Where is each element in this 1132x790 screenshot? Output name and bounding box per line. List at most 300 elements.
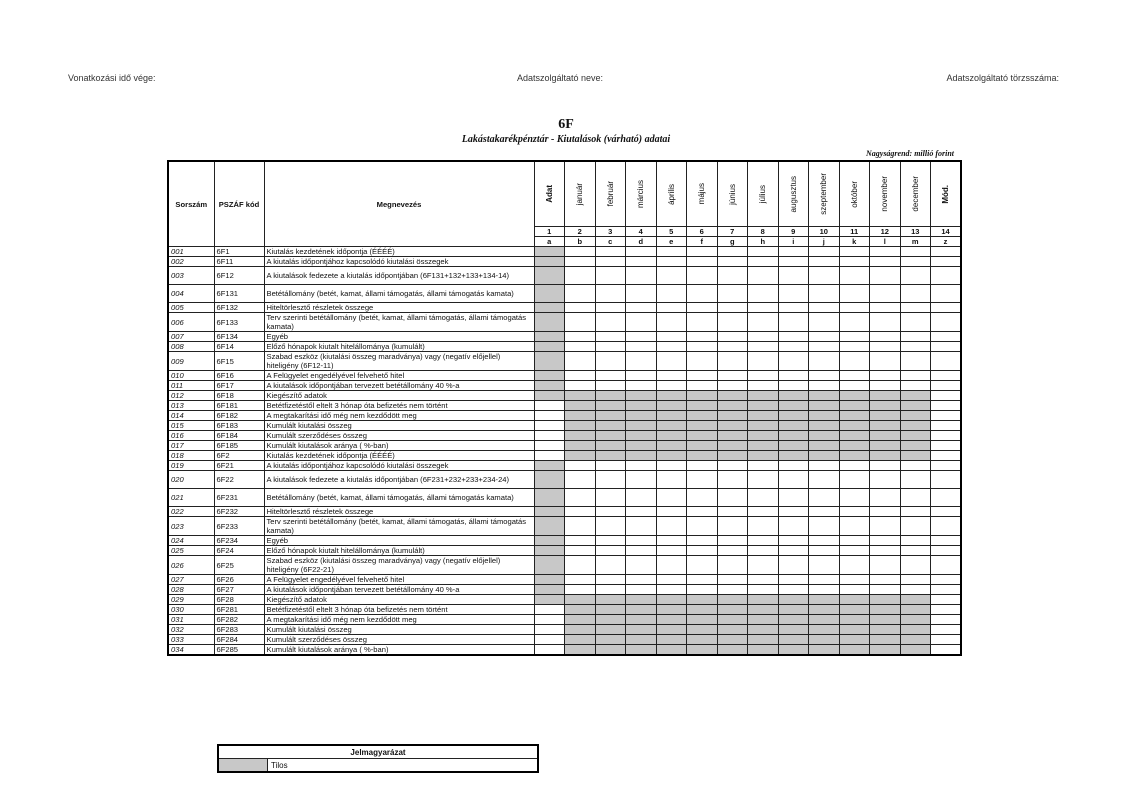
data-cell[interactable]	[717, 556, 748, 575]
data-cell[interactable]	[809, 556, 840, 575]
data-cell[interactable]	[931, 489, 962, 507]
data-cell[interactable]	[626, 285, 657, 303]
data-cell[interactable]	[626, 267, 657, 285]
data-cell[interactable]	[748, 507, 779, 517]
data-cell[interactable]	[534, 635, 565, 645]
data-cell[interactable]	[717, 247, 748, 257]
data-cell[interactable]	[595, 507, 626, 517]
data-cell[interactable]	[595, 313, 626, 332]
data-cell[interactable]	[565, 546, 596, 556]
data-cell[interactable]	[870, 575, 901, 585]
data-cell[interactable]	[809, 585, 840, 595]
data-cell[interactable]	[687, 546, 718, 556]
data-cell[interactable]	[778, 303, 809, 313]
data-cell[interactable]	[809, 507, 840, 517]
data-cell[interactable]	[595, 585, 626, 595]
data-cell[interactable]	[656, 517, 687, 536]
data-cell[interactable]	[626, 536, 657, 546]
data-cell[interactable]	[778, 257, 809, 267]
data-cell[interactable]	[748, 381, 779, 391]
data-cell[interactable]	[931, 605, 962, 615]
data-cell[interactable]	[900, 536, 931, 546]
data-cell[interactable]	[687, 471, 718, 489]
data-cell	[900, 421, 931, 431]
data-cell[interactable]	[717, 536, 748, 546]
data-cell[interactable]	[839, 247, 870, 257]
data-cell[interactable]	[565, 313, 596, 332]
data-cell[interactable]	[565, 257, 596, 267]
data-cell[interactable]	[748, 303, 779, 313]
data-cell	[778, 615, 809, 625]
data-cell[interactable]	[656, 313, 687, 332]
data-cell[interactable]	[595, 575, 626, 585]
table-row	[168, 342, 961, 352]
data-cell[interactable]	[687, 332, 718, 342]
data-cell[interactable]	[931, 575, 962, 585]
data-cell[interactable]	[565, 517, 596, 536]
data-cell[interactable]	[870, 257, 901, 267]
data-cell[interactable]	[565, 461, 596, 471]
data-cell[interactable]	[626, 342, 657, 352]
data-cell[interactable]	[748, 267, 779, 285]
data-cell[interactable]	[839, 556, 870, 575]
data-cell[interactable]	[809, 575, 840, 585]
data-cell[interactable]	[595, 371, 626, 381]
data-cell[interactable]	[717, 489, 748, 507]
data-cell[interactable]	[717, 352, 748, 371]
data-cell[interactable]	[687, 267, 718, 285]
data-cell[interactable]	[778, 536, 809, 546]
data-cell[interactable]	[931, 381, 962, 391]
data-cell[interactable]	[687, 371, 718, 381]
data-cell[interactable]	[870, 371, 901, 381]
data-cell[interactable]	[839, 381, 870, 391]
data-cell[interactable]	[870, 556, 901, 575]
data-cell[interactable]	[900, 585, 931, 595]
data-cell[interactable]	[900, 247, 931, 257]
data-cell[interactable]	[595, 332, 626, 342]
data-cell[interactable]	[839, 489, 870, 507]
data-cell[interactable]	[839, 371, 870, 381]
data-cell[interactable]	[839, 507, 870, 517]
data-cell[interactable]	[687, 585, 718, 595]
data-cell[interactable]	[748, 257, 779, 267]
data-cell[interactable]	[717, 471, 748, 489]
data-cell[interactable]	[717, 303, 748, 313]
data-cell[interactable]	[626, 303, 657, 313]
data-cell[interactable]	[534, 401, 565, 411]
data-cell[interactable]	[839, 585, 870, 595]
data-cell[interactable]	[656, 536, 687, 546]
data-cell[interactable]	[809, 267, 840, 285]
data-cell[interactable]	[870, 332, 901, 342]
data-cell[interactable]	[870, 267, 901, 285]
data-cell[interactable]	[534, 625, 565, 635]
data-cell[interactable]	[809, 285, 840, 303]
data-cell[interactable]	[717, 285, 748, 303]
data-cell[interactable]	[900, 381, 931, 391]
data-cell[interactable]	[656, 285, 687, 303]
data-cell[interactable]	[809, 247, 840, 257]
data-cell[interactable]	[931, 585, 962, 595]
data-cell[interactable]	[626, 556, 657, 575]
data-cell[interactable]	[656, 332, 687, 342]
data-cell[interactable]	[839, 546, 870, 556]
data-cell[interactable]	[687, 517, 718, 536]
data-cell[interactable]	[656, 371, 687, 381]
data-cell[interactable]	[626, 332, 657, 342]
data-cell[interactable]	[717, 371, 748, 381]
data-cell[interactable]	[534, 645, 565, 656]
data-cell[interactable]	[717, 267, 748, 285]
data-cell[interactable]	[748, 371, 779, 381]
data-cell[interactable]	[839, 461, 870, 471]
data-cell[interactable]	[931, 257, 962, 267]
data-cell[interactable]	[687, 303, 718, 313]
data-cell[interactable]	[687, 285, 718, 303]
data-cell[interactable]	[717, 517, 748, 536]
data-cell[interactable]	[870, 517, 901, 536]
data-cell[interactable]	[656, 575, 687, 585]
data-cell[interactable]	[839, 352, 870, 371]
data-cell[interactable]	[656, 461, 687, 471]
data-cell[interactable]	[931, 267, 962, 285]
data-cell[interactable]	[626, 471, 657, 489]
data-cell[interactable]	[687, 247, 718, 257]
data-cell[interactable]	[595, 247, 626, 257]
data-cell[interactable]	[931, 625, 962, 635]
data-cell[interactable]	[626, 575, 657, 585]
data-cell[interactable]	[717, 546, 748, 556]
data-cell[interactable]	[626, 489, 657, 507]
data-cell[interactable]	[687, 461, 718, 471]
data-cell[interactable]	[900, 352, 931, 371]
data-cell[interactable]	[565, 585, 596, 595]
data-cell[interactable]	[687, 556, 718, 575]
data-cell[interactable]	[565, 489, 596, 507]
data-cell[interactable]	[839, 332, 870, 342]
data-cell[interactable]	[778, 489, 809, 507]
data-cell[interactable]	[809, 371, 840, 381]
data-cell[interactable]	[809, 546, 840, 556]
data-cell[interactable]	[717, 461, 748, 471]
data-cell[interactable]	[809, 303, 840, 313]
data-cell[interactable]	[717, 332, 748, 342]
data-cell[interactable]	[595, 489, 626, 507]
data-cell[interactable]	[809, 313, 840, 332]
data-cell[interactable]	[931, 352, 962, 371]
data-cell[interactable]	[900, 507, 931, 517]
data-cell[interactable]	[931, 471, 962, 489]
data-cell[interactable]	[931, 517, 962, 536]
data-cell[interactable]	[931, 421, 962, 431]
data-cell[interactable]	[717, 313, 748, 332]
data-cell[interactable]	[809, 332, 840, 342]
data-cell[interactable]	[748, 332, 779, 342]
data-cell[interactable]	[839, 257, 870, 267]
data-cell[interactable]	[595, 381, 626, 391]
data-cell[interactable]	[656, 507, 687, 517]
data-cell[interactable]	[900, 342, 931, 352]
data-cell[interactable]	[534, 411, 565, 421]
data-cell[interactable]	[900, 575, 931, 585]
data-cell[interactable]	[626, 461, 657, 471]
data-cell[interactable]	[778, 267, 809, 285]
data-cell[interactable]	[900, 517, 931, 536]
data-cell[interactable]	[931, 313, 962, 332]
data-cell[interactable]	[717, 575, 748, 585]
data-cell[interactable]	[565, 285, 596, 303]
data-cell[interactable]	[809, 352, 840, 371]
data-cell[interactable]	[626, 546, 657, 556]
data-cell[interactable]	[748, 247, 779, 257]
data-cell[interactable]	[687, 342, 718, 352]
data-cell[interactable]	[839, 575, 870, 585]
data-cell[interactable]	[778, 285, 809, 303]
data-cell[interactable]	[778, 381, 809, 391]
data-cell[interactable]	[626, 507, 657, 517]
data-cell[interactable]	[809, 342, 840, 352]
data-cell[interactable]	[870, 536, 901, 546]
data-cell[interactable]	[595, 267, 626, 285]
data-cell[interactable]	[839, 517, 870, 536]
data-cell[interactable]	[748, 471, 779, 489]
data-cell[interactable]	[595, 546, 626, 556]
data-cell[interactable]	[900, 303, 931, 313]
data-cell[interactable]	[870, 313, 901, 332]
data-cell[interactable]	[900, 556, 931, 575]
data-cell[interactable]	[656, 381, 687, 391]
data-cell[interactable]	[931, 285, 962, 303]
data-cell[interactable]	[931, 507, 962, 517]
data-cell[interactable]	[931, 615, 962, 625]
data-cell[interactable]	[748, 461, 779, 471]
data-cell[interactable]	[595, 556, 626, 575]
data-cell[interactable]	[931, 441, 962, 451]
data-cell[interactable]	[687, 381, 718, 391]
data-cell[interactable]	[931, 451, 962, 461]
data-cell[interactable]	[717, 257, 748, 267]
data-cell[interactable]	[931, 401, 962, 411]
data-cell[interactable]	[687, 489, 718, 507]
data-cell[interactable]	[900, 489, 931, 507]
data-cell[interactable]	[931, 411, 962, 421]
data-cell[interactable]	[778, 313, 809, 332]
data-cell[interactable]	[565, 507, 596, 517]
data-cell[interactable]	[870, 461, 901, 471]
data-cell[interactable]	[900, 332, 931, 342]
data-cell[interactable]	[839, 342, 870, 352]
data-cell[interactable]	[595, 471, 626, 489]
data-cell[interactable]	[870, 381, 901, 391]
data-cell[interactable]	[931, 595, 962, 605]
data-cell[interactable]	[656, 585, 687, 595]
data-cell[interactable]	[839, 536, 870, 546]
data-cell[interactable]	[839, 313, 870, 332]
data-cell[interactable]	[687, 536, 718, 546]
data-cell[interactable]	[809, 536, 840, 546]
data-cell[interactable]	[565, 381, 596, 391]
data-cell[interactable]	[656, 352, 687, 371]
data-cell[interactable]	[931, 332, 962, 342]
data-cell[interactable]	[748, 546, 779, 556]
data-cell[interactable]	[809, 517, 840, 536]
data-cell[interactable]	[565, 575, 596, 585]
data-cell[interactable]	[778, 461, 809, 471]
data-cell[interactable]	[809, 381, 840, 391]
data-cell[interactable]	[748, 556, 779, 575]
data-cell[interactable]	[778, 471, 809, 489]
data-cell[interactable]	[565, 303, 596, 313]
data-cell[interactable]	[778, 546, 809, 556]
data-cell[interactable]	[565, 536, 596, 546]
data-cell[interactable]	[626, 585, 657, 595]
data-cell[interactable]	[565, 352, 596, 371]
data-cell[interactable]	[778, 575, 809, 585]
data-cell[interactable]	[931, 536, 962, 546]
data-cell[interactable]	[931, 546, 962, 556]
data-cell[interactable]	[534, 615, 565, 625]
data-cell[interactable]	[900, 371, 931, 381]
data-cell[interactable]	[900, 257, 931, 267]
data-cell[interactable]	[931, 391, 962, 401]
data-cell[interactable]	[687, 575, 718, 585]
data-cell[interactable]	[748, 536, 779, 546]
data-cell[interactable]	[687, 257, 718, 267]
data-cell[interactable]	[839, 303, 870, 313]
data-cell[interactable]	[565, 332, 596, 342]
data-cell[interactable]	[748, 489, 779, 507]
data-cell[interactable]	[626, 313, 657, 332]
data-cell[interactable]	[626, 517, 657, 536]
data-cell[interactable]	[656, 471, 687, 489]
data-cell[interactable]	[656, 342, 687, 352]
data-cell[interactable]	[717, 585, 748, 595]
data-cell[interactable]	[778, 247, 809, 257]
data-cell[interactable]	[565, 247, 596, 257]
data-cell[interactable]	[565, 342, 596, 352]
data-cell[interactable]	[748, 285, 779, 303]
data-cell[interactable]	[595, 342, 626, 352]
data-cell[interactable]	[626, 371, 657, 381]
data-cell[interactable]	[656, 303, 687, 313]
data-cell[interactable]	[565, 471, 596, 489]
data-cell[interactable]	[778, 517, 809, 536]
data-cell[interactable]	[656, 247, 687, 257]
data-cell[interactable]	[931, 371, 962, 381]
data-cell[interactable]	[900, 546, 931, 556]
data-cell[interactable]	[809, 471, 840, 489]
data-cell[interactable]	[748, 342, 779, 352]
data-cell[interactable]	[900, 267, 931, 285]
data-cell[interactable]	[595, 517, 626, 536]
data-cell[interactable]	[748, 585, 779, 595]
data-cell[interactable]	[534, 441, 565, 451]
data-cell[interactable]	[870, 471, 901, 489]
data-cell[interactable]	[687, 313, 718, 332]
data-cell[interactable]	[870, 585, 901, 595]
data-cell[interactable]	[778, 342, 809, 352]
data-cell[interactable]	[778, 507, 809, 517]
data-cell[interactable]	[534, 451, 565, 461]
data-cell[interactable]	[595, 536, 626, 546]
data-cell[interactable]	[595, 303, 626, 313]
data-cell[interactable]	[931, 303, 962, 313]
data-cell[interactable]	[626, 352, 657, 371]
data-cell[interactable]	[809, 257, 840, 267]
data-cell[interactable]	[687, 507, 718, 517]
data-cell[interactable]	[778, 371, 809, 381]
data-cell[interactable]	[595, 461, 626, 471]
data-cell[interactable]	[931, 645, 962, 656]
data-cell[interactable]	[900, 285, 931, 303]
data-cell[interactable]	[687, 352, 718, 371]
data-cell[interactable]	[534, 431, 565, 441]
data-cell[interactable]	[931, 342, 962, 352]
data-cell[interactable]	[870, 546, 901, 556]
data-cell[interactable]	[870, 247, 901, 257]
data-cell[interactable]	[931, 461, 962, 471]
data-cell[interactable]	[809, 489, 840, 507]
data-cell[interactable]	[656, 546, 687, 556]
data-cell[interactable]	[870, 285, 901, 303]
data-cell[interactable]	[809, 461, 840, 471]
data-cell[interactable]	[656, 556, 687, 575]
data-cell[interactable]	[748, 575, 779, 585]
data-cell[interactable]	[931, 635, 962, 645]
data-cell[interactable]	[565, 556, 596, 575]
data-cell[interactable]	[748, 352, 779, 371]
data-cell[interactable]	[900, 461, 931, 471]
data-cell[interactable]	[656, 257, 687, 267]
data-cell[interactable]	[900, 313, 931, 332]
data-cell[interactable]	[565, 371, 596, 381]
data-cell[interactable]	[717, 507, 748, 517]
data-cell[interactable]	[656, 267, 687, 285]
data-cell[interactable]	[534, 605, 565, 615]
data-cell[interactable]	[595, 352, 626, 371]
data-cell[interactable]	[870, 507, 901, 517]
data-cell[interactable]	[626, 257, 657, 267]
data-cell[interactable]	[870, 352, 901, 371]
data-cell[interactable]	[717, 381, 748, 391]
data-cell[interactable]	[717, 342, 748, 352]
data-cell[interactable]	[656, 489, 687, 507]
data-cell[interactable]	[839, 285, 870, 303]
data-cell[interactable]	[870, 342, 901, 352]
data-cell[interactable]	[626, 381, 657, 391]
data-cell[interactable]	[778, 352, 809, 371]
data-cell[interactable]	[748, 313, 779, 332]
data-cell[interactable]	[626, 247, 657, 257]
data-cell[interactable]	[900, 471, 931, 489]
data-cell[interactable]	[534, 421, 565, 431]
data-cell[interactable]	[931, 247, 962, 257]
data-cell[interactable]	[595, 257, 626, 267]
data-cell[interactable]	[839, 471, 870, 489]
data-cell[interactable]	[595, 285, 626, 303]
data-cell[interactable]	[870, 303, 901, 313]
data-cell[interactable]	[931, 431, 962, 441]
data-cell[interactable]	[778, 585, 809, 595]
data-cell[interactable]	[931, 556, 962, 575]
data-cell[interactable]	[565, 267, 596, 285]
data-cell[interactable]	[870, 489, 901, 507]
data-cell[interactable]	[748, 517, 779, 536]
data-cell[interactable]	[778, 556, 809, 575]
data-cell[interactable]	[778, 332, 809, 342]
data-cell[interactable]	[839, 267, 870, 285]
